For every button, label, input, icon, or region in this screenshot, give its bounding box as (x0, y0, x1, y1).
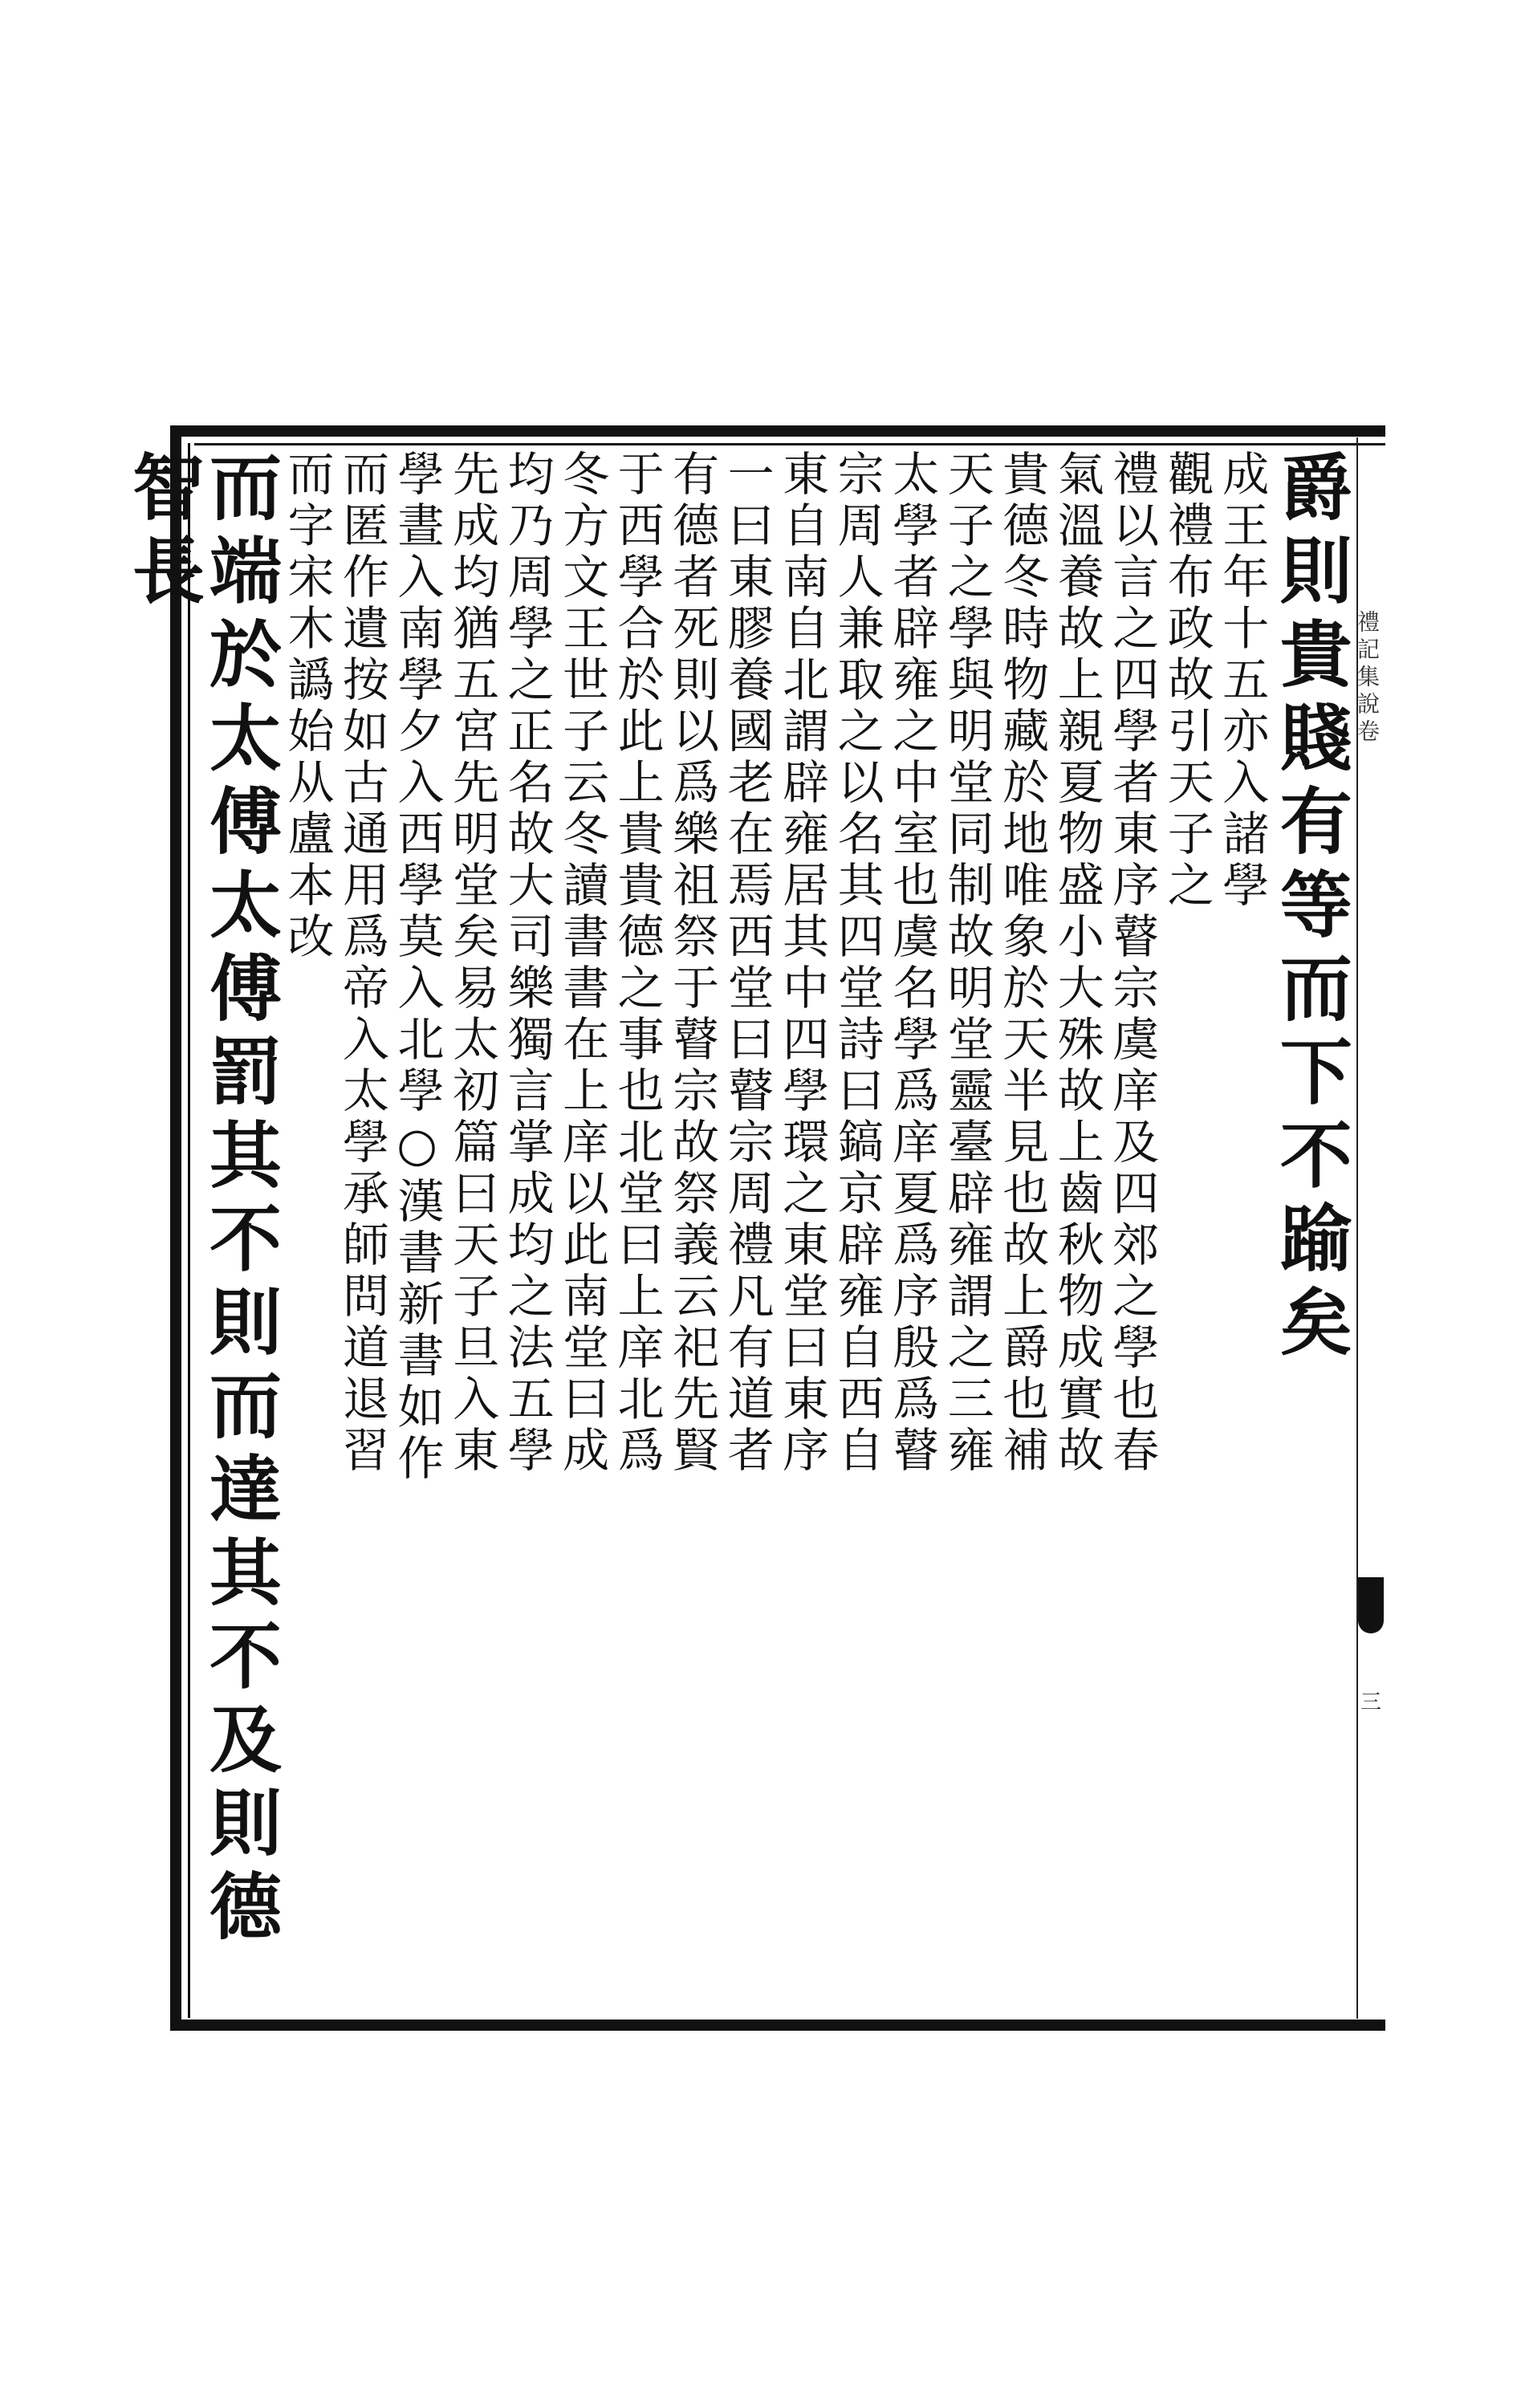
text-column: 觀禮布政故引天子之 (1159, 449, 1214, 912)
text-column: 于西學合於此上貴貴德之事也北堂曰上庠北爲 (609, 449, 665, 1477)
text-column: 爵則貴賤有等而下不踰矣 (1267, 449, 1352, 1368)
frame-left-inner-line (188, 443, 190, 2018)
text-column: 太學者辟雍之中室也虞名學爲庠夏爲序殷爲瞽 (885, 449, 940, 1477)
gutter-title: 禮記集說卷 (1354, 610, 1381, 746)
frame-top-inner-line (194, 443, 1385, 445)
text-column: 冬方文王世子云冬讀書書在上庠以此南堂曰成 (555, 449, 610, 1477)
gutter-page-number: 三 (1360, 1690, 1382, 1714)
text-column: 禮以言之四學者東序瞽宗虞庠及四郊之學也春 (1104, 449, 1160, 1477)
text-column: 天子之學與明堂同制故明堂靈臺辟雍謂之三雍 (939, 449, 994, 1477)
frame-top-border (170, 425, 1385, 437)
frame-left-border (170, 425, 181, 2031)
text-column: 東自南自北謂辟雍居其中四學環之東堂曰東序 (775, 449, 830, 1477)
text-column: 氣溫養故上親夏物盛小大殊故上齒秋物成實故 (1049, 449, 1104, 1477)
text-column: 學晝入南學夕入西學莫入北學○漢書新書如作 (389, 449, 445, 1485)
text-column: 一曰東膠養國老在焉西堂曰瞽宗周禮凡有道者 (719, 449, 775, 1477)
text-column: 貴德冬時物藏於地唯象於天半見也故上爵也補 (994, 449, 1050, 1477)
fish-tail-mark (1358, 1577, 1384, 1633)
text-column: 均乃周學之正名故大司樂獨言掌成均之法五學 (499, 449, 555, 1477)
text-column: 而字宋木譌始从盧本改 (279, 449, 335, 963)
text-column: 宗周人兼取之以名其四堂詩曰鎬京辟雍自西自 (829, 449, 885, 1477)
text-column: 而端於太傅太傅罰其不則而達其不及則德智長 (120, 449, 282, 1952)
text-column: 而匿作遺按如古通用爲帝入太學承師問道退習 (335, 449, 390, 1477)
frame-bottom-border (170, 2020, 1385, 2031)
text-column: 先成均猶五宮先明堂矣易太初篇曰天子旦入東 (445, 449, 500, 1477)
text-column: 有德者死則以爲樂祖祭于瞽宗故祭義云祀先賢 (665, 449, 720, 1477)
text-columns (120, 449, 1352, 1975)
text-column: 成王年十五亦入諸學 (1214, 449, 1270, 912)
